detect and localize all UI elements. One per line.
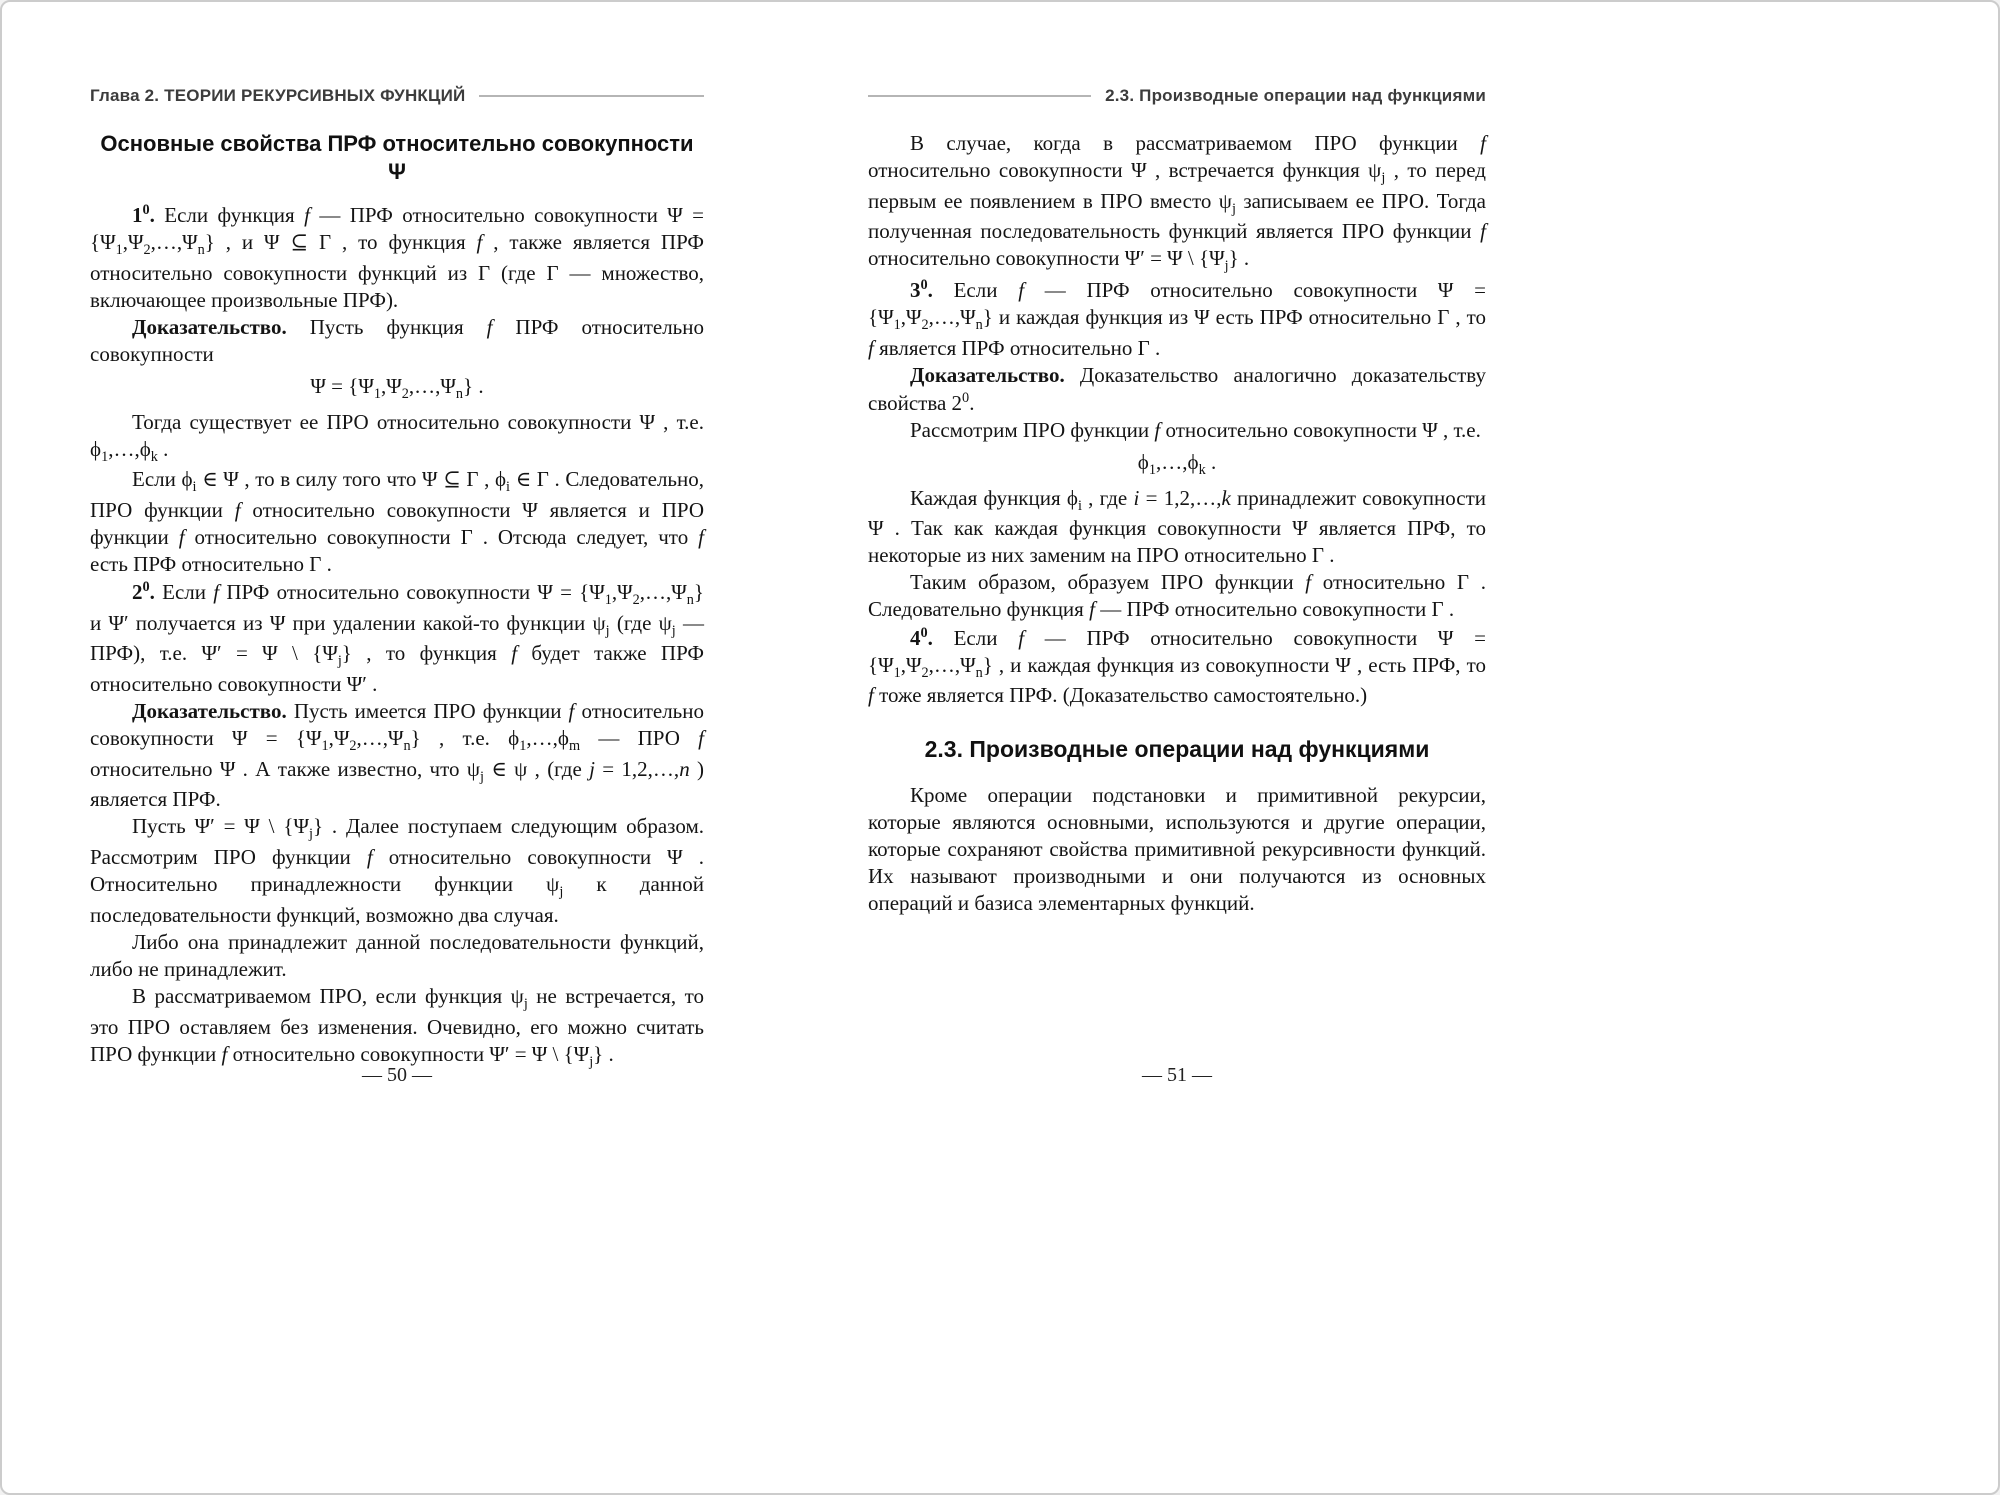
body-paragraph: Пусть Ψ′ = Ψ \ $\{\Psi_j\}$ . Далее поступаем следующим образом. Рассмотрим ПРО функции f относительно совокупности Ψ . Относительно принадлежности функции $\psi_j$ к данной последовательности функций, возможно два случая. [90,814,704,927]
running-head-left-title: Глава 2. ТЕОРИИ РЕКУРСИВНЫХ ФУНКЦИЙ [90,86,466,105]
right-section-heading: 2.3. Производные операции над функциями [924,736,1430,763]
body-paragraph: $4^0$. Если f — ПРФ относительно совокупности $\Psi = \{\Psi_1,\Psi_2,\dots,\Psi_n\}$ , и каждая функция из совокупности Ψ , есть ПРФ, то f тоже является ПРФ. (Доказательство самостоятельно.) [868,624,1486,708]
right-page [868,2,1486,1493]
body-paragraph: В рассматриваемом ПРО, если функция $\psi_j$ не встречается, то это ПРО оставляем без изменения. Очевидно, его можно считать ПРО функции f относительно совокупности Ψ′ = Ψ \ $\{\Psi_j\}$ . [90,983,704,1070]
body-paragraph: Таким образом, образуем ПРО функции f относительно Γ . Следовательно функция f — ПРФ относительно совокупности Γ . [868,570,1486,622]
body-paragraph: $3^0$. Если f — ПРФ относительно совокупности $\Psi = \{\Psi_1,\Psi_2,\dots,\Psi_n\}$ и каждая функция из Ψ есть ПРФ относительно Γ , то f является ПРФ относительно Γ . [868,276,1486,360]
left-page [90,2,704,1493]
left-page-body [90,130,704,1071]
body-paragraph: $1^0$. Если функция f — ПРФ относительно совокупности $\Psi = \{\Psi_1,\Psi_2,\dots,\Psi_n\}$ , и Ψ ⊆ Γ , то функция f , также является ПРФ относительно совокупности функций из Γ (где Γ — множество, включающее произвольные ПРФ). [90,202,704,312]
body-paragraph: Кроме операции подстановки и примитивной рекурсии, которые являются основными, используются и другие операции, которые сохраняют свойства примитивной рекурсивности функций. Их называют производными и они получаются из основных операций и базиса элементарных функций. [868,783,1486,916]
page-number-right: — 51 — [1142,1064,1212,1086]
running-head-left-rule [479,95,704,97]
body-paragraph: В случае, когда в рассматриваемом ПРО функции f относительно совокупности Ψ , встречается функция $\psi_j$ , то перед первым ее появлением в ПРО вместо $\psi_j$ записываем ее ПРО. Тогда полученная последовательность функций является ПРО функции f относительно совокупности Ψ′ = Ψ \ $\{\Psi_j\}$ . [868,131,1486,275]
body-paragraph: Тогда существует ее ПРО относительно совокупности Ψ , т.е. $\phi_1,\dots,\phi_k$ . [90,409,704,465]
page-number-left: — 50 — [362,1064,432,1086]
body-paragraph: Доказательство. Пусть имеется ПРО функции f относительно совокупности $\Psi = \{\Psi_1,\Psi_2,\dots,\Psi_n\}$ , т.е. $\phi_1,\dots,\phi_m$ — ПРО f относительно Ψ . А также известно, что $\psi_j$ ∈ ψ , (где j = 1,2,…,n ) является ПРФ. [90,699,705,812]
right-page-body [868,130,1486,917]
body-paragraph: Если $\phi_i$ ∈ Ψ , то в силу того что Ψ ⊆ Γ , $\phi_i$ ∈ Γ . Следовательно, ПРО функции f относительно совокупности Ψ является и ПРО функции f относительно совокупности Γ . Отсюда следует, что f есть ПРФ относительно Γ . [90,467,704,577]
math-formula: $\phi_1,\dots,\phi_k$ . [1137,449,1217,479]
body-paragraph: Каждая функция $\phi_i$ , где i = 1,2,…,k принадлежит совокупности Ψ . Так как каждая функция совокупности Ψ является ПРФ, то некоторые из них заменим на ПРО относительно Γ . [868,485,1486,568]
left-section-heading: Основные свойства ПРФ относительно совокупности Ψ [100,131,694,184]
running-head-right-title: 2.3. Производные операции над функциями [1105,86,1486,105]
body-paragraph: Рассмотрим ПРО функции f относительно совокупности Ψ , т.е. [910,417,1481,442]
running-head-right [868,2,1486,106]
body-paragraph: Доказательство. Доказательство аналогично доказательству свойства $2^0$. [868,362,1486,415]
body-paragraph: Доказательство. Пусть функция f ПРФ относительно совокупности [90,314,704,366]
math-formula: $\Psi = \{\Psi_1,\Psi_2,\dots,\Psi_n\}$ . [310,374,484,403]
body-paragraph: Либо она принадлежит данной последовательности функций, либо не принадлежит. [90,929,704,981]
running-head-right-rule [868,95,1091,97]
running-head-left [90,2,704,106]
body-paragraph: $2^0$. Если f ПРФ относительно совокупности $\Psi = \{\Psi_1,\Psi_2,\dots,\Psi_n\}$ и Ψ′ получается из Ψ при удалении какой-то функции $\psi_j$ (где $\psi_j$ — ПРФ), т.е. Ψ′ = Ψ \ $\{\Psi_j\}$ , то функция f будет также ПРФ относительно совокупности Ψ′ . [90,579,704,696]
